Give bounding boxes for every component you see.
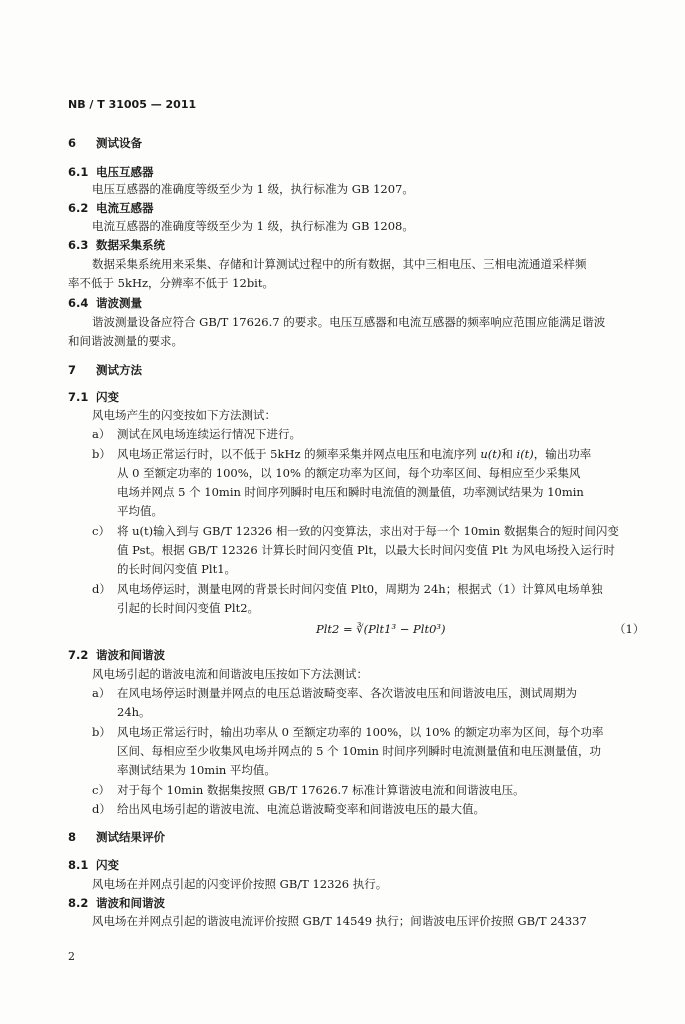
formula: Plt2 = ∛(Plt1³ − Plt0³) [316,622,446,636]
paragraph: 风电场在并网点引起的闪变评价按照 GB/T 12326 执行。 [92,877,388,891]
section-7-1-heading [68,390,119,404]
section-number: 7.2 [68,648,89,662]
section-number: 6.4 [68,296,89,310]
list-text: 风电场正常运行时，以不低于 5kHz 的频率采集并网点电压和电流序列 u(t)和 i(t)，输出功率 [117,447,592,461]
page-number: 2 [68,950,75,963]
section-title: 谐波和间谐波 [96,896,165,910]
list-text-line: 区间、每相应至少收集风电场并网点的 5 个 10min 时间序列瞬时电流测量值和电压测量值，功 [117,744,602,758]
section-7-heading [68,363,142,377]
section-number: 6.3 [68,238,89,252]
list-text-line: 24h。 [117,705,151,719]
list-text: 风电场正常运行时，输出功率从 0 至额定功率的 100%，以 10% 的额定功率为区间，每个功率 [117,725,604,739]
paragraph: 风电场引起的谐波电流和间谐波电压按如下方法测试： [92,667,368,681]
section-title: 谐波测量 [96,296,142,310]
section-number: 8 [68,830,77,844]
paragraph: 电压互感器的准确度等级至少为 1 级，执行标准为 GB 1207。 [92,182,414,196]
list-text: 测试在风电场连续运行情况下进行。 [117,427,301,441]
list-text-line: 从 0 至额定功率的 100%，以 10% 的额定功率为区间，每个功率区间、每相应至少采集风 [117,466,581,480]
section-title: 数据采集系统 [96,238,165,252]
section-title: 闪变 [96,390,119,404]
list-text: 对于每个 10min 数据集按照 GB/T 17626.7 标准计算谐波电流和间谐波电压。 [117,783,525,797]
section-7-2-heading [68,648,165,662]
list-label: a） [92,686,111,700]
list-label: a） [92,427,111,441]
paragraph-line: 率不低于 5kHz，分辨率不低于 12bit。 [68,276,274,290]
paragraph-line: 数据采集系统用来采集、存储和计算测试过程中的所有数据，其中三相电压、三相电流通道采样频 [92,257,587,271]
list-text-line: 值 Pst。根据 GB/T 12326 计算长时间闪变值 Plt，以最大长时间闪变值 Plt 为风电场投入运行时 [117,543,615,557]
section-6-1-heading [68,165,154,179]
section-6-4-heading [68,296,142,310]
section-8-heading [68,830,165,844]
section-number: 6.1 [68,165,89,179]
list-text-line: 引起的长时间闪变值 Plt2。 [117,601,260,615]
formula-rhs: ∛(Plt1³ − Plt0³) [356,622,446,636]
paragraph-line: 谐波测量设备应符合 GB/T 17626.7 的要求。电压互感器和电流互感器的频率响应范围应能满足谐波 [92,315,606,329]
list-text: 在风电场停运时测量并网点的电压总谐波畸变率、各次谐波电压和间谐波电压，测试周期为 [117,686,577,700]
section-6-3-heading [68,238,165,252]
section-6-heading [68,136,142,150]
section-8-2-heading [68,896,165,910]
section-number: 7.1 [68,390,89,404]
list-text-line: 平均值。 [117,504,163,518]
list-text: 将 u(t)输入到与 GB/T 12326 相一致的闪变算法，求出对于每一个 10min 数据集合的短时间闪变 [117,524,619,538]
paragraph-line: 和间谐波测量的要求。 [68,334,183,348]
list-text-line: 的长时间闪变值 Plt1。 [117,562,237,576]
list-text-line: 率测试结果为 10min 平均值。 [117,763,276,777]
section-number: 7 [68,363,77,377]
list-label: d） [92,802,111,816]
list-label: b） [92,447,111,461]
section-number: 6.2 [68,201,89,215]
paragraph: 风电场在并网点引起的谐波电流评价按照 GB/T 14549 执行；间谐波电压评价按照 GB/T 24337 [92,914,587,928]
list-text: 给出风电场引起的谐波电流、电流总谐波畸变率和间谐波电压的最大值。 [117,802,485,816]
section-number: 8.2 [68,896,89,910]
list-label: d） [92,582,111,596]
section-title: 电流互感器 [96,201,154,215]
section-title: 测试设备 [96,136,142,150]
list-label: c） [92,783,110,797]
section-title: 电压互感器 [96,165,154,179]
section-6-2-heading [68,201,154,215]
formula-lhs: Plt2 [316,622,340,636]
section-title: 闪变 [96,858,119,872]
section-title: 谐波和间谐波 [96,648,165,662]
section-title: 测试结果评价 [96,830,165,844]
equation-number: （1） [614,622,645,636]
paragraph: 电流互感器的准确度等级至少为 1 级，执行标准为 GB 1208。 [92,219,414,233]
list-text: 风电场停运时，测量电网的背景长时间闪变值 Plt0，周期为 24h；根据式（1）计算风电场单独 [117,582,603,596]
section-8-1-heading [68,858,119,872]
standard-number: NB / T 31005 — 2011 [68,98,197,111]
list-label: b） [92,725,111,739]
section-title: 测试方法 [96,363,142,377]
paragraph: 风电场产生的闪变按如下方法测试： [92,408,276,422]
list-text-line: 电场并网点 5 个 10min 时间序列瞬时电压和瞬时电流值的测量值，功率测试结果为 10min [117,485,584,499]
section-number: 6 [68,136,77,150]
section-number: 8.1 [68,858,89,872]
list-label: c） [92,524,110,538]
